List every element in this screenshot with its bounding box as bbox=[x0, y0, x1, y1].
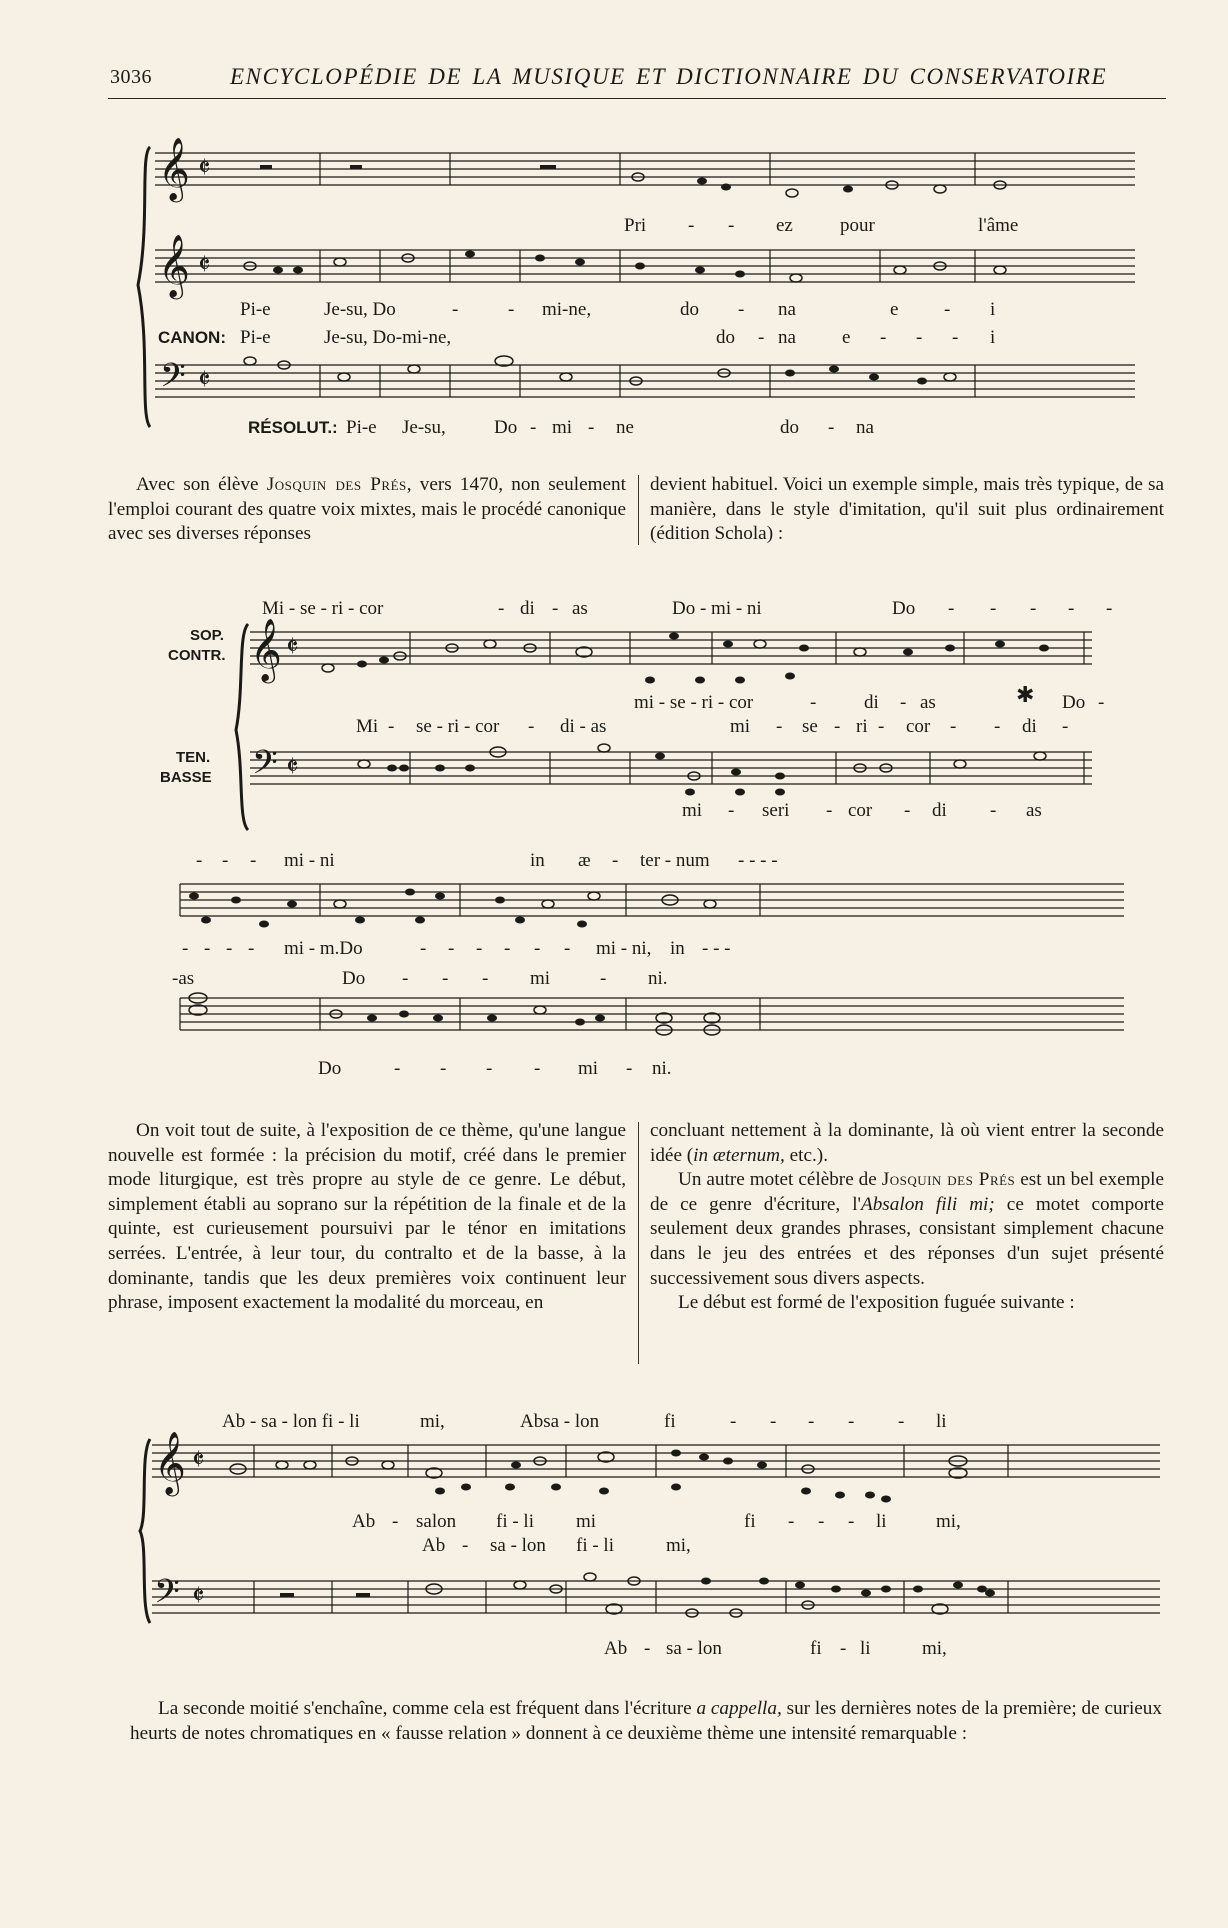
ex3-bottom-lyric: Ab bbox=[604, 1638, 628, 1659]
ex2-row2-top-lyric: - bbox=[250, 850, 257, 871]
ex2-basse-lyric: - bbox=[826, 800, 833, 821]
canon-lyric: do bbox=[716, 327, 735, 348]
ex2-row2-lower-lyric: - bbox=[402, 968, 409, 989]
ex2-ten-lyric: - bbox=[388, 716, 395, 737]
ex2-ten-lyric: mi bbox=[730, 716, 751, 737]
ex2-row2-bottom-lyric: - bbox=[394, 1058, 401, 1079]
ex2-row2-lower-lyric: - bbox=[442, 968, 449, 989]
resolut-lyric: - bbox=[530, 417, 537, 438]
ex3-top-lyric: - bbox=[898, 1411, 905, 1432]
ex2-row2-lower-lyric: - bbox=[482, 968, 489, 989]
ex3-top-lyric: - bbox=[730, 1411, 737, 1432]
ex1-middle-lyric: mi-ne, bbox=[542, 299, 592, 320]
ex2-ten-lyric: - bbox=[878, 716, 885, 737]
ex2-row2-upper-lyric: - bbox=[564, 938, 571, 959]
ex2-row2-top-lyric: æ bbox=[578, 850, 591, 871]
ex1-middle-lyric: do bbox=[680, 299, 699, 320]
canon-lyric: - bbox=[952, 327, 959, 348]
ex3-lower-lyric: fi - li bbox=[576, 1535, 614, 1556]
resolut-lyric: - bbox=[828, 417, 835, 438]
ex2-row2-upper-lyric: - bbox=[504, 938, 511, 959]
ex2-ten-lyric: - bbox=[994, 716, 1001, 737]
ex2-basse-lyric: seri bbox=[762, 800, 790, 821]
ex2-row2-upper-lyric: - bbox=[226, 938, 233, 959]
closing-paragraph: La seconde moitié s'enchaîne, comme cela est fréquent dans l'écriture a cappella, sur les dernières notes de la première; de curieux heurts de notes chromatiques en « fausse relation » donnent à ce deuxième thème une intensité remarquable : bbox=[130, 1698, 1162, 1744]
ex1-middle-lyric: - bbox=[508, 299, 515, 320]
ex2-basse-lyric: - bbox=[904, 800, 911, 821]
ex2-sop-lyric: - bbox=[990, 598, 997, 619]
ex2-ten-lyric: - bbox=[528, 716, 535, 737]
ex2-row2-top-lyric: - bbox=[196, 850, 203, 871]
treble-clef-icon: 𝄞 bbox=[250, 620, 282, 680]
ex1-middle-lyric: i bbox=[990, 299, 996, 320]
ex2-ten-lyric: - bbox=[776, 716, 783, 737]
music-example-1 bbox=[0, 125, 1228, 455]
system-brace bbox=[138, 147, 150, 427]
canon-lyric: e bbox=[842, 327, 851, 348]
bass-clef-icon: 𝄢 bbox=[252, 744, 278, 789]
treble-clef-icon: 𝄞 bbox=[158, 236, 190, 296]
ex2-row2-lower-lyric: mi bbox=[530, 968, 551, 989]
ex3-bottom-lyric: li bbox=[860, 1638, 871, 1659]
canon-lyric: - bbox=[916, 327, 923, 348]
resolut-label: RÉSOLUT.: bbox=[248, 418, 338, 437]
common-time-icon: 𝄵 bbox=[286, 632, 299, 663]
ex3-top-lyric: fi bbox=[664, 1411, 676, 1432]
resolut-lyric: - bbox=[588, 417, 595, 438]
staff-row2-lower bbox=[180, 998, 1124, 1030]
resolut-lyric: Do bbox=[494, 417, 518, 438]
ex3-bottom-lyric: mi, bbox=[922, 1638, 947, 1659]
canon-lyric: na bbox=[778, 327, 796, 348]
ex3-upper-lyric: - bbox=[392, 1511, 399, 1532]
treble-clef-icon: 𝄞 bbox=[158, 139, 190, 199]
voice-label-ten: TEN. bbox=[176, 749, 211, 766]
ex2-ten-lyric: - bbox=[834, 716, 841, 737]
ex3-bottom-lyric: sa - lon bbox=[666, 1638, 722, 1659]
ex2-ten-lyric: ri bbox=[856, 716, 868, 737]
resolut-lyric: do bbox=[780, 417, 799, 438]
ex2-basse-lyric: mi bbox=[682, 800, 703, 821]
ex2-sop-lyric: - bbox=[498, 598, 505, 619]
canon-lyric: - bbox=[880, 327, 887, 348]
paragraph-1-left: Avec son élève Josquin des Prés, vers 1470, non seulement l'emploi courant des quatre voix mixtes, mais le procédé canonique avec ses diverses réponses bbox=[108, 474, 626, 545]
ex2-sop-lyric: - bbox=[1106, 598, 1113, 619]
canon-lyric: Pi-e bbox=[240, 327, 271, 348]
staff-row2-upper bbox=[180, 884, 1124, 916]
page-number: 3036 bbox=[110, 66, 152, 88]
ex2-row2-top-lyric: ter - num bbox=[640, 850, 710, 871]
ex2-row2-upper-lyric: - bbox=[204, 938, 211, 959]
canon-lyric: - bbox=[758, 327, 765, 348]
ex1-middle-lyric: Pi-e bbox=[240, 299, 271, 320]
voice-label-sop: SOP. bbox=[190, 627, 224, 644]
ex2-sop-lyric: - bbox=[1030, 598, 1037, 619]
column-divider bbox=[638, 475, 639, 545]
ex2-row2-bottom-lyric: ni. bbox=[652, 1058, 672, 1079]
ex2-row2-upper-lyric: - bbox=[420, 938, 427, 959]
common-time-icon: 𝄵 bbox=[198, 250, 211, 281]
ex3-top-lyric: - bbox=[808, 1411, 815, 1432]
ex2-row2-top-lyric: in bbox=[530, 850, 545, 871]
ex2-ten-lyric: - bbox=[950, 716, 957, 737]
ex2-row2-lower-lyric: ni. bbox=[648, 968, 668, 989]
paragraph-2-left: On voit tout de suite, à l'exposition de ce thème, qu'une langue nouvelle est formée : la précision du motif, créé dans le premier mode liturgique, est très propre au style de ce genre. Le début, simplement établi au soprano sur la répétition de la finale et de la quinte, est curieusement poursuivi par le ténor en imitations serrées. L'entrée, à leur tour, du contralto et de la basse, à la dominante, tandis que les deux premières voix continuent leur phrase, imposent exactement la modalité du morceau, en bbox=[108, 1120, 626, 1314]
ex2-row2-top-lyric: - - - - bbox=[738, 850, 778, 871]
resolut-lyric: mi bbox=[552, 417, 573, 438]
ex2-row2-upper-lyric: in bbox=[670, 938, 685, 959]
bass-clef-icon: 𝄢 bbox=[160, 357, 186, 402]
ex2-row2-upper-lyric: - bbox=[448, 938, 455, 959]
ex1-middle-lyric: - bbox=[452, 299, 459, 320]
ex1-top-lyric: pour bbox=[840, 215, 875, 236]
ex1-top-lyric: l'âme bbox=[978, 215, 1019, 236]
ex2-ten-lyric: - bbox=[1062, 716, 1069, 737]
ex2-sop-lyric: - bbox=[948, 598, 955, 619]
ex2-basse-lyric: cor bbox=[848, 800, 873, 821]
paragraph-1-right: devient habituel. Voici un exemple simple, mais très typique, de sa manière, dans le style d'imitation, qu'il suit plus ordinairement (édition Schola) : bbox=[650, 474, 1164, 545]
music-example-2 bbox=[0, 580, 1228, 1100]
ex2-row2-bottom-lyric: - bbox=[486, 1058, 493, 1079]
ex1-top-lyric: - bbox=[728, 215, 735, 236]
voice-label-contr: CONTR. bbox=[168, 647, 226, 664]
ex1-top-lyric: Pri bbox=[624, 215, 647, 236]
ex2-contr-lyric: as bbox=[920, 692, 936, 713]
ex1-middle-lyric: - bbox=[944, 299, 951, 320]
ex2-sop-lyric: Do bbox=[892, 598, 916, 619]
bass-clef-icon: 𝄢 bbox=[154, 1573, 180, 1618]
ex2-ten-lyric: di bbox=[1022, 716, 1037, 737]
breath-mark-icon: ✱ bbox=[1016, 682, 1035, 707]
ex3-top-lyric: li bbox=[936, 1411, 947, 1432]
ex2-row2-upper-lyric: - bbox=[248, 938, 255, 959]
ex3-upper-lyric: mi, bbox=[936, 1511, 961, 1532]
common-time-icon: 𝄵 bbox=[192, 1581, 205, 1612]
ex3-top-lyric: - bbox=[848, 1411, 855, 1432]
paragraph-2-right: concluant nettement à la dominante, là où vient entrer la seconde idée (in æternum, etc.). Un autre motet célèbre de Josquin des Prés est un bel exemple de ce genre d'écriture, l'Absalon fili mi; ce motet comporte seulement deux grandes phrases, consistant simplement chacune dans le jeu des entrées et des réponses d'un sujet présenté successivement sous divers aspects. Le début est formé de l'exposition fuguée suivante : bbox=[650, 1120, 1165, 1314]
ex1-top-lyric: ez bbox=[776, 215, 793, 236]
ex2-contr-lyric: Do bbox=[1062, 692, 1086, 713]
ex3-bottom-lyric: fi bbox=[810, 1638, 822, 1659]
ex2-row2-top-lyric: - bbox=[612, 850, 619, 871]
ex2-row2-bottom-lyric: - bbox=[534, 1058, 541, 1079]
ex3-upper-lyric: fi - li bbox=[496, 1511, 534, 1532]
ex2-basse-lyric: - bbox=[728, 800, 735, 821]
ex2-contr-lyric: - bbox=[900, 692, 907, 713]
ex2-basse-lyric: di bbox=[932, 800, 947, 821]
resolut-lyric: Je-su, bbox=[402, 417, 446, 438]
resolut-lyric: na bbox=[856, 417, 874, 438]
ex2-row2-bottom-lyric: mi bbox=[578, 1058, 599, 1079]
ex2-row2-top-lyric: mi - ni bbox=[284, 850, 335, 871]
column-divider bbox=[638, 1122, 639, 1364]
resolut-lyric: ne bbox=[616, 417, 634, 438]
ex3-top-lyric: Ab - sa - lon fi - li bbox=[222, 1411, 360, 1432]
ex1-middle-lyric: na bbox=[778, 299, 796, 320]
ex3-top-lyric: Absa - lon bbox=[520, 1411, 600, 1432]
voice-label-basse: BASSE bbox=[160, 769, 212, 786]
ex2-row2-bottom-lyric: Do bbox=[318, 1058, 342, 1079]
ex2-row2-upper-lyric: mi - m.Do bbox=[284, 938, 363, 959]
ex2-basse-lyric: - bbox=[990, 800, 997, 821]
ex2-sop-lyric: Mi - se - ri - cor bbox=[262, 598, 384, 619]
ex3-lower-lyric: - bbox=[462, 1535, 469, 1556]
ex2-row2-bottom-lyric: - bbox=[626, 1058, 633, 1079]
ex2-row2-top-lyric: - bbox=[222, 850, 229, 871]
ex2-row2-lower-lyric: -as bbox=[172, 968, 195, 989]
ex2-row2-upper-lyric: - - - bbox=[702, 938, 731, 959]
ex2-sop-lyric: as bbox=[572, 598, 588, 619]
ex3-top-lyric: - bbox=[770, 1411, 777, 1432]
ex3-lower-lyric: mi, bbox=[666, 1535, 691, 1556]
ex2-row2-bottom-lyric: - bbox=[440, 1058, 447, 1079]
ex2-sop-lyric: di bbox=[520, 598, 535, 619]
canon-lyric: Je-su, Do-mi-ne, bbox=[324, 327, 452, 348]
ex3-bottom-lyric: - bbox=[644, 1638, 651, 1659]
staff-ten-basse bbox=[250, 752, 1092, 784]
ex3-lower-lyric: sa - lon bbox=[490, 1535, 546, 1556]
running-title: ENCYCLOPÉDIE DE LA MUSIQUE ET DICTIONNAIRE DU CONSERVATOIRE bbox=[230, 64, 1108, 89]
resolut-lyric: Pi-e bbox=[346, 417, 377, 438]
ex2-contr-lyric: - bbox=[1098, 692, 1105, 713]
ex2-contr-lyric: mi - se - ri - cor bbox=[634, 692, 754, 713]
ex2-contr-lyric: di bbox=[864, 692, 879, 713]
ex3-upper-lyric: Ab bbox=[352, 1511, 376, 1532]
ex3-upper-lyric: - bbox=[818, 1511, 825, 1532]
ex2-sop-lyric: Do - mi - ni bbox=[672, 598, 762, 619]
ex2-row2-lower-lyric: Do bbox=[342, 968, 366, 989]
ex3-upper-lyric: salon bbox=[416, 1511, 457, 1532]
ex3-bottom-lyric: - bbox=[840, 1638, 847, 1659]
ex3-upper-lyric: li bbox=[876, 1511, 887, 1532]
ex3-upper-lyric: mi bbox=[576, 1511, 597, 1532]
ex2-row2-upper-lyric: - bbox=[182, 938, 189, 959]
ex3-upper-lyric: - bbox=[848, 1511, 855, 1532]
ex2-sop-lyric: - bbox=[552, 598, 559, 619]
system-brace bbox=[236, 624, 248, 830]
ex1-middle-lyric: - bbox=[738, 299, 745, 320]
common-time-icon: 𝄵 bbox=[198, 365, 211, 396]
staff-top bbox=[155, 153, 1135, 185]
common-time-icon: 𝄵 bbox=[286, 752, 299, 783]
ex1-top-lyric: - bbox=[688, 215, 695, 236]
ex2-sop-lyric: - bbox=[1068, 598, 1075, 619]
ex2-row2-upper-lyric: - bbox=[534, 938, 541, 959]
ex2-row2-upper-lyric: - bbox=[476, 938, 483, 959]
ex3-upper-lyric: - bbox=[788, 1511, 795, 1532]
music-example-3 bbox=[0, 1395, 1228, 1675]
treble-clef-icon: 𝄞 bbox=[154, 1433, 186, 1493]
ex1-middle-lyric: e bbox=[890, 299, 899, 320]
ex2-row2-lower-lyric: - bbox=[600, 968, 607, 989]
canon-lyric: i bbox=[990, 327, 996, 348]
ex3-upper-lyric: fi bbox=[744, 1511, 756, 1532]
ex2-ten-lyric: se - ri - cor bbox=[416, 716, 500, 737]
ex2-ten-lyric: cor bbox=[906, 716, 931, 737]
ex3-lower-lyric: Ab bbox=[422, 1535, 446, 1556]
ex2-contr-lyric: - bbox=[810, 692, 817, 713]
common-time-icon: 𝄵 bbox=[198, 153, 211, 184]
system-brace bbox=[140, 1439, 150, 1623]
staff-bass bbox=[155, 365, 1135, 397]
ex3-top-lyric: mi, bbox=[420, 1411, 445, 1432]
ex2-ten-lyric: Mi bbox=[356, 716, 379, 737]
ex1-middle-lyric: Je-su, Do bbox=[324, 299, 396, 320]
ex2-ten-lyric: di - as bbox=[560, 716, 607, 737]
common-time-icon: 𝄵 bbox=[192, 1445, 205, 1476]
ex2-row2-upper-lyric: mi - ni, bbox=[596, 938, 652, 959]
canon-label: CANON: bbox=[158, 328, 226, 347]
ex2-ten-lyric: se bbox=[802, 716, 818, 737]
ex2-basse-lyric: as bbox=[1026, 800, 1042, 821]
running-header bbox=[108, 62, 1166, 99]
